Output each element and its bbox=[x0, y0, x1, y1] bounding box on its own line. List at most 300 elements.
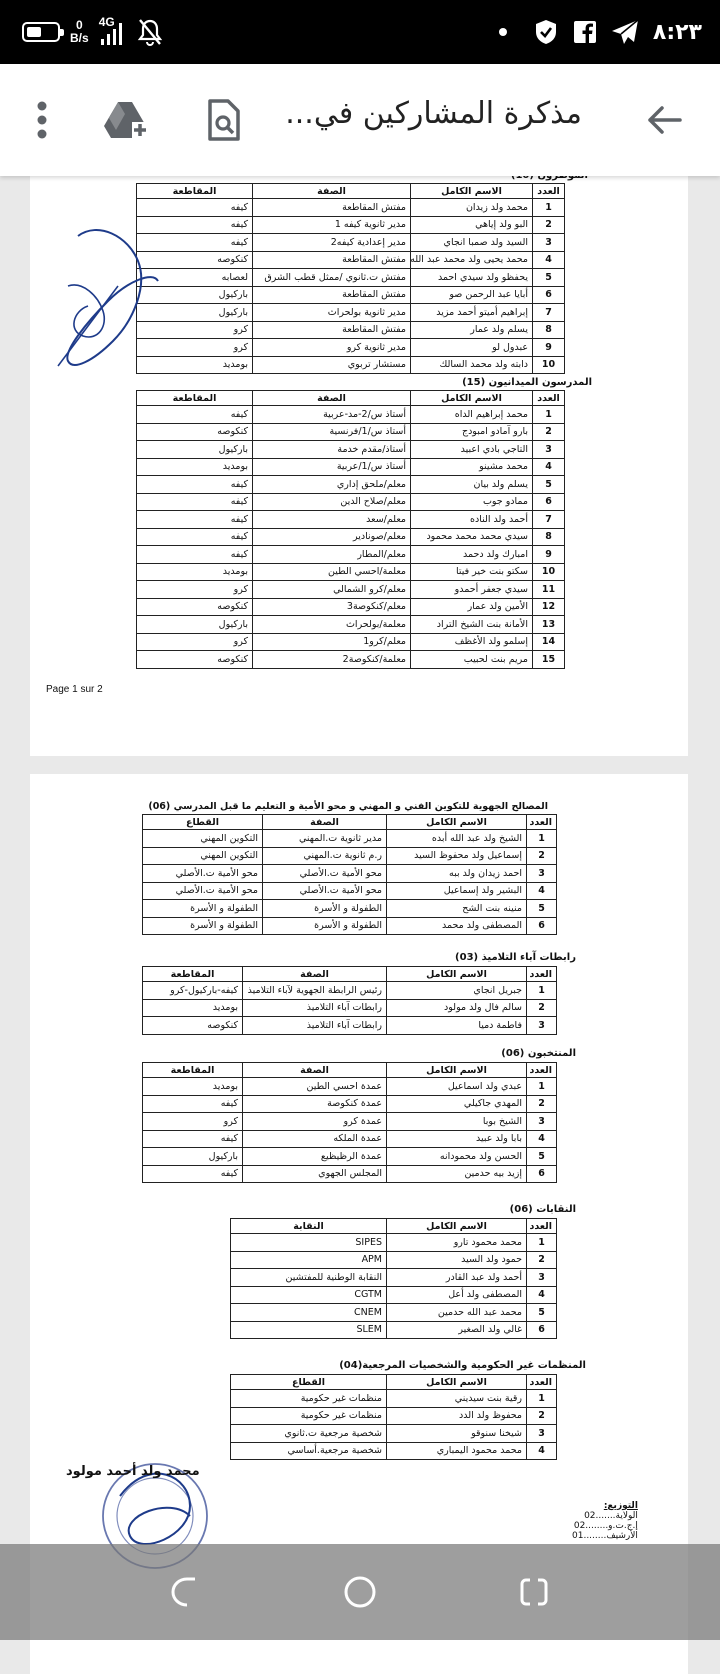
table-cell: معلم/صونادير bbox=[253, 528, 411, 546]
row-number-cell: 11 bbox=[533, 581, 565, 599]
table-cell: كيفه-باركيول-كرو bbox=[143, 982, 243, 1000]
table-cell: شيخنا سنوقو bbox=[387, 1425, 527, 1443]
table-cell: كيفه bbox=[143, 1130, 243, 1148]
table-row bbox=[137, 546, 565, 564]
table-cell: SLEM bbox=[231, 1321, 387, 1339]
header-cell: النقابة bbox=[231, 1219, 387, 1234]
table-cell: المهدي جاكيلي bbox=[387, 1095, 527, 1113]
table-cell: كرو bbox=[137, 339, 253, 357]
section-title-ngos: المنظمات غير الحكومية والشخصيات المرجعية(04) bbox=[339, 1360, 586, 1371]
table-row bbox=[231, 1321, 557, 1339]
table-row bbox=[143, 1078, 557, 1096]
table-cell: مدير ثانوية بولحراث bbox=[253, 304, 411, 322]
table-cell: الحسن ولد محمودانه bbox=[387, 1148, 527, 1166]
row-number-cell: 13 bbox=[533, 616, 565, 634]
table-cell: رابطات آباء التلاميذ bbox=[243, 1017, 387, 1035]
section-title-unions: النقابات (06) bbox=[509, 1204, 576, 1215]
table-cell: منظمات غير حكومية bbox=[231, 1390, 387, 1408]
table-cell: سيدي محمد محمد محمود bbox=[411, 528, 533, 546]
row-number-cell: 12 bbox=[533, 598, 565, 616]
table-cell: CNEM bbox=[231, 1304, 387, 1322]
status-bar bbox=[0, 0, 720, 64]
row-number-cell: 5 bbox=[527, 900, 557, 918]
header-cell: العدد bbox=[527, 1375, 557, 1390]
table-cell: مدير إعدادية كيفه2 bbox=[253, 234, 411, 252]
row-number-cell: 4 bbox=[527, 882, 557, 900]
header-cell: الصفة bbox=[253, 184, 411, 199]
nav-recents-icon bbox=[518, 1576, 550, 1608]
row-number-cell: 3 bbox=[533, 441, 565, 459]
row-number-cell: 4 bbox=[527, 1286, 557, 1304]
table-cell: الشيخ بوبا bbox=[387, 1113, 527, 1131]
table-cell: التكوين المهني bbox=[143, 847, 263, 865]
network-speed-unit: B/s bbox=[70, 31, 89, 45]
row-number-cell: 1 bbox=[533, 406, 565, 424]
table-cell: ر.م ثانوية ت.المهني bbox=[263, 847, 387, 865]
table-cell: الطفولة و الأسرة bbox=[143, 917, 263, 935]
table-header bbox=[231, 1375, 557, 1390]
table-cell: محمد محمود اليمباري bbox=[387, 1442, 527, 1460]
table-cell: الأمين ولد عمار bbox=[411, 598, 533, 616]
table-cell: حمود ولد السيد bbox=[387, 1251, 527, 1269]
table-cell: إسماعيل ولد محفوظ السيد bbox=[387, 847, 527, 865]
row-number-cell: 2 bbox=[527, 1407, 557, 1425]
table-cell: احمد زيدان ولد ببه bbox=[387, 865, 527, 883]
distribution-line: الولاية.......02 bbox=[584, 1511, 638, 1521]
row-number-cell: 10 bbox=[533, 563, 565, 581]
table-cell: كيفه bbox=[143, 1095, 243, 1113]
table-cell: بومديد bbox=[143, 1078, 243, 1096]
row-number-cell: 2 bbox=[533, 216, 565, 234]
table-row bbox=[137, 616, 565, 634]
table-row bbox=[137, 216, 565, 234]
table-row bbox=[231, 1251, 557, 1269]
table-cell: عمدة كنكوصة bbox=[243, 1095, 387, 1113]
table-cell: يحفظو ولد سيدي احمد bbox=[411, 269, 533, 287]
table-cell: محمد إبراهيم الداه bbox=[411, 406, 533, 424]
table-row bbox=[231, 1390, 557, 1408]
table-cell: كيفه bbox=[143, 1165, 243, 1183]
table-row bbox=[231, 1234, 557, 1252]
table-cell: معلمة/احسي الطين bbox=[253, 563, 411, 581]
table-header bbox=[143, 1063, 557, 1078]
table-cell: رقية بنت سيديني bbox=[387, 1390, 527, 1408]
table-cell: محمد عبد الله حدمين bbox=[387, 1304, 527, 1322]
header-cell: العدد bbox=[527, 1063, 557, 1078]
table-cell: الطفولة و الأسرة bbox=[263, 917, 387, 935]
table-cell: سالم فال ولد مولود bbox=[387, 999, 527, 1017]
table-row bbox=[231, 1407, 557, 1425]
table-cell: كيفه bbox=[137, 476, 253, 494]
nav-back-button[interactable] bbox=[160, 1568, 208, 1616]
header-cell: الاسم الكامل bbox=[387, 815, 527, 830]
table-cell: سكتو بنت خير فيتا bbox=[411, 563, 533, 581]
table-cell: معلمة/كنكوصة2 bbox=[253, 651, 411, 669]
table-row bbox=[143, 1148, 557, 1166]
table-row bbox=[143, 882, 557, 900]
table-cell: كرو bbox=[137, 633, 253, 651]
table-cell: بابا ولد عبيد bbox=[387, 1130, 527, 1148]
table-cell: معلم/المطار bbox=[253, 546, 411, 564]
table-cell: الطفولة و الأسرة bbox=[263, 900, 387, 918]
find-in-document-button[interactable] bbox=[196, 92, 252, 148]
table-row bbox=[137, 234, 565, 252]
table-cell: سيدي جعفر أحمدو bbox=[411, 581, 533, 599]
table-cell: كنكوصه bbox=[143, 1017, 243, 1035]
table-row bbox=[137, 304, 565, 322]
table-cell: المجلس الجهوي bbox=[243, 1165, 387, 1183]
back-button[interactable] bbox=[636, 92, 692, 148]
table-cell: فاطمة دميا bbox=[387, 1017, 527, 1035]
table-row bbox=[137, 651, 565, 669]
header-cell: العدد bbox=[533, 391, 565, 406]
table-row bbox=[143, 847, 557, 865]
table-cell: كيفه bbox=[137, 546, 253, 564]
table-cell: بومديد bbox=[137, 458, 253, 476]
table-cell: كرو bbox=[137, 321, 253, 339]
table-cell: عبدي ولد اسماعيل bbox=[387, 1078, 527, 1096]
header-cell: العدد bbox=[527, 967, 557, 982]
header-cell: العدد bbox=[527, 1219, 557, 1234]
table-body bbox=[137, 199, 565, 374]
row-number-cell: 2 bbox=[527, 1095, 557, 1113]
row-number-cell: 1 bbox=[527, 1234, 557, 1252]
header-cell: الاسم الكامل bbox=[411, 184, 533, 199]
table-cell: منظمات غير حكومية bbox=[231, 1407, 387, 1425]
row-number-cell: 5 bbox=[527, 1304, 557, 1322]
table-cell: كيفه bbox=[137, 493, 253, 511]
header-cell: الاسم الكامل bbox=[387, 1063, 527, 1078]
table-body bbox=[143, 982, 557, 1035]
row-number-cell: 4 bbox=[533, 251, 565, 269]
row-number-cell: 8 bbox=[533, 528, 565, 546]
notification-dot bbox=[499, 28, 507, 36]
table-cell: محفوظ ولد الدد bbox=[387, 1407, 527, 1425]
table-row bbox=[137, 406, 565, 424]
table-cell: محو الأمية ت.الأصلي bbox=[263, 882, 387, 900]
table-cell: مدير ثانوية كرو bbox=[253, 339, 411, 357]
table-cell: أستاذ س/2-مد-عربية bbox=[253, 406, 411, 424]
table-cell: رئيس الرابطة الجهوية لآباء التلاميذ bbox=[243, 982, 387, 1000]
table-row bbox=[143, 1095, 557, 1113]
table-body bbox=[143, 1078, 557, 1183]
table-cell: التاجي بادي اعبيد bbox=[411, 441, 533, 459]
header-cell: المقاطعة bbox=[143, 967, 243, 982]
row-number-cell: 1 bbox=[527, 1390, 557, 1408]
table-unions bbox=[230, 1218, 557, 1339]
row-number-cell: 4 bbox=[527, 1130, 557, 1148]
table-cell: كيفه bbox=[137, 199, 253, 217]
more-options-button[interactable] bbox=[14, 92, 70, 148]
signal-icon bbox=[99, 17, 127, 47]
table-field-teachers bbox=[136, 390, 565, 669]
row-number-cell: 4 bbox=[533, 458, 565, 476]
table-row bbox=[231, 1442, 557, 1460]
header-cell: العدد bbox=[533, 184, 565, 199]
network-speed-value: 0 bbox=[76, 18, 83, 32]
nav-home-button[interactable] bbox=[336, 1568, 384, 1616]
table-row bbox=[143, 999, 557, 1017]
table-row bbox=[137, 356, 565, 374]
table-row bbox=[231, 1304, 557, 1322]
table-body bbox=[137, 406, 565, 669]
row-number-cell: 14 bbox=[533, 633, 565, 651]
row-number-cell: 2 bbox=[527, 1251, 557, 1269]
more-vert-icon bbox=[36, 100, 48, 140]
row-number-cell: 7 bbox=[533, 304, 565, 322]
table-cell: الأمانة بنت الشيخ التراد bbox=[411, 616, 533, 634]
table-row bbox=[137, 633, 565, 651]
table-cell: لعصابه bbox=[137, 269, 253, 287]
row-number-cell: 15 bbox=[533, 651, 565, 669]
table-cell: SIPES bbox=[231, 1234, 387, 1252]
table-cell: يسلم ولد بيان bbox=[411, 476, 533, 494]
table-cell: كيفه bbox=[137, 528, 253, 546]
row-number-cell: 3 bbox=[527, 1425, 557, 1443]
table-cell: محو الأمية ت.الأصلي bbox=[263, 865, 387, 883]
row-number-cell: 6 bbox=[533, 493, 565, 511]
document-search-icon bbox=[206, 98, 242, 142]
table-cell: عمدة الملكه bbox=[243, 1130, 387, 1148]
section-title-regional-services: المصالح الجهوية للتكوين الفني و المهني و محو الأمية و التعليم ما قبل المدرسي (06) bbox=[148, 801, 548, 812]
table-cell: شخصية مرجعية.أساسي bbox=[231, 1442, 387, 1460]
shield-check-icon bbox=[533, 18, 559, 46]
row-number-cell: 1 bbox=[527, 1078, 557, 1096]
table-cell: المصطفى ولد محمد bbox=[387, 917, 527, 935]
table-parents-associations bbox=[142, 966, 557, 1035]
table-cell: بومديد bbox=[137, 356, 253, 374]
row-number-cell: 3 bbox=[527, 865, 557, 883]
table-row bbox=[231, 1286, 557, 1304]
table-cell: غالي ولد الصغير bbox=[387, 1321, 527, 1339]
table-cell: كنكوصه bbox=[137, 423, 253, 441]
table-row bbox=[137, 528, 565, 546]
table-cell: مفتش ت.ثانوي /ممثل قطب الشرق bbox=[253, 269, 411, 287]
table-cell: باركيول bbox=[137, 616, 253, 634]
network-speed bbox=[70, 19, 89, 45]
section-title-elected-officials: المنتخبون (06) bbox=[501, 1048, 576, 1059]
section-title-field-teachers: المدرسون الميدانيون (15) bbox=[462, 377, 592, 388]
table-cell: عمدة الرظيظيع bbox=[243, 1148, 387, 1166]
row-number-cell: 4 bbox=[527, 1442, 557, 1460]
table-cell: معلم/صلاح الدين bbox=[253, 493, 411, 511]
nav-back-icon bbox=[169, 1575, 199, 1609]
row-number-cell: 7 bbox=[533, 511, 565, 529]
header-cell: المقاطعة bbox=[137, 391, 253, 406]
table-row bbox=[143, 982, 557, 1000]
table-cell: عمدة كرو bbox=[243, 1113, 387, 1131]
table-row bbox=[143, 865, 557, 883]
row-number-cell: 6 bbox=[527, 917, 557, 935]
table-cell: البو ولد إياهي bbox=[411, 216, 533, 234]
table-cell: محمد مشينو bbox=[411, 458, 533, 476]
document-page-1 bbox=[30, 176, 688, 756]
table-row bbox=[137, 286, 565, 304]
table-body bbox=[143, 830, 557, 935]
table-header bbox=[231, 1219, 557, 1234]
table-row bbox=[143, 1165, 557, 1183]
table-ngos bbox=[230, 1374, 557, 1460]
table-cell: عمدة احسي الطين bbox=[243, 1078, 387, 1096]
table-row bbox=[137, 423, 565, 441]
table-cell: الطفولة و الأسرة bbox=[143, 900, 263, 918]
table-cell: كيفه bbox=[137, 511, 253, 529]
table-cell: APM bbox=[231, 1251, 387, 1269]
table-cell: السيد ولد صمبا انجاي bbox=[411, 234, 533, 252]
clock: ٨:٢٣ bbox=[652, 19, 702, 45]
row-number-cell: 3 bbox=[527, 1113, 557, 1131]
table-cell: محمد محمود تارو bbox=[387, 1234, 527, 1252]
table-body bbox=[231, 1234, 557, 1339]
system-navigation-bar bbox=[0, 1544, 720, 1640]
table-regional-services bbox=[142, 814, 557, 935]
table-cell: محو الأمية ت.الأصلي bbox=[143, 865, 263, 883]
table-cell: باركيول bbox=[137, 304, 253, 322]
nav-recents-button[interactable] bbox=[510, 1568, 558, 1616]
table-cell: كنكوصه bbox=[137, 598, 253, 616]
table-cell: مفتش المقاطعة bbox=[253, 251, 411, 269]
table-cell: منينه بنت الشح bbox=[387, 900, 527, 918]
row-number-cell: 8 bbox=[533, 321, 565, 339]
table-row bbox=[137, 251, 565, 269]
table-row bbox=[137, 269, 565, 287]
table-row bbox=[137, 339, 565, 357]
table-cell: معلم/كنكوصة3 bbox=[253, 598, 411, 616]
table-row bbox=[137, 493, 565, 511]
table-row bbox=[137, 563, 565, 581]
table-cell: جبريل انجاي bbox=[387, 982, 527, 1000]
table-cell: كرو bbox=[137, 581, 253, 599]
header-cell: الصفة bbox=[253, 391, 411, 406]
table-row bbox=[137, 476, 565, 494]
table-row bbox=[143, 900, 557, 918]
table-cell: مدير ثانوية كيفه 1 bbox=[253, 216, 411, 234]
signatory-name: محمد ولد أحمد مولود bbox=[66, 1464, 200, 1479]
table-cell: مفتش المقاطعة bbox=[253, 199, 411, 217]
table-cell: معلم/سعد bbox=[253, 511, 411, 529]
row-number-cell: 3 bbox=[527, 1017, 557, 1035]
table-cell: محو الأمية ت.الأصلي bbox=[143, 882, 263, 900]
table-cell: أستاذ س/1/فرنسية bbox=[253, 423, 411, 441]
table-cell: محمد ولد زيدان bbox=[411, 199, 533, 217]
table-cell: بومديد bbox=[137, 563, 253, 581]
table-cell: بارو آمادو امبودج bbox=[411, 423, 533, 441]
table-cell: باركيول bbox=[143, 1148, 243, 1166]
add-to-drive-button[interactable] bbox=[98, 92, 154, 148]
table-cell: كنكوصه bbox=[137, 651, 253, 669]
table-cell: البشير ولد إسماعيل bbox=[387, 882, 527, 900]
table-cell: معلم/كرو الشمالي bbox=[253, 581, 411, 599]
row-number-cell: 6 bbox=[533, 286, 565, 304]
header-cell: الاسم الكامل bbox=[411, 391, 533, 406]
table-cell: التكوين المهني bbox=[143, 830, 263, 848]
table-row bbox=[231, 1425, 557, 1443]
table-cell: إسلمو ولد الأغظف bbox=[411, 633, 533, 651]
table-cell: أحمد ولد عبد القادر bbox=[387, 1269, 527, 1287]
header-cell: العدد bbox=[527, 815, 557, 830]
table-cell: النقابة الوطنية للمفتشين bbox=[231, 1269, 387, 1287]
header-cell: القطاع bbox=[143, 815, 263, 830]
pdf-viewer[interactable] bbox=[0, 176, 720, 1640]
header-cell: القطاع bbox=[231, 1375, 387, 1390]
add-to-drive-icon bbox=[102, 100, 150, 140]
table-header bbox=[143, 815, 557, 830]
row-number-cell: 1 bbox=[533, 199, 565, 217]
table-cell: أحمد ولد الناده bbox=[411, 511, 533, 529]
table-row bbox=[137, 458, 565, 476]
table-cell: بومديد bbox=[143, 999, 243, 1017]
row-number-cell: 2 bbox=[527, 847, 557, 865]
header-cell: الاسم الكامل bbox=[387, 1219, 527, 1234]
header-cell: الاسم الكامل bbox=[387, 1375, 527, 1390]
table-row bbox=[137, 441, 565, 459]
table-cell: شخصية مرجعية ت.ثانوي bbox=[231, 1425, 387, 1443]
table-header bbox=[143, 967, 557, 982]
table-cell: رابطات آباء التلاميذ bbox=[243, 999, 387, 1017]
table-cell: باركيول bbox=[137, 286, 253, 304]
table-cell: إبراهيم أميتو أحمد مزيد bbox=[411, 304, 533, 322]
table-cell: CGTM bbox=[231, 1286, 387, 1304]
table-cell: إزيد بيه حدمين bbox=[387, 1165, 527, 1183]
table-row bbox=[143, 1113, 557, 1131]
table-cell: معلم/كرو1 bbox=[253, 633, 411, 651]
distribution-line: إ.ج.ت.و........02 bbox=[573, 1521, 638, 1531]
row-number-cell: 5 bbox=[533, 269, 565, 287]
table-cell: باركيول bbox=[137, 441, 253, 459]
table-row bbox=[137, 321, 565, 339]
table-cell: مفتش المقاطعة bbox=[253, 286, 411, 304]
table-cell: مفتش المقاطعة bbox=[253, 321, 411, 339]
handwritten-signature bbox=[48, 216, 168, 376]
table-cell: معلم/ملحق إداري bbox=[253, 476, 411, 494]
table-header bbox=[137, 184, 565, 199]
table-header bbox=[137, 391, 565, 406]
table-cell: كيفه bbox=[137, 406, 253, 424]
table-row bbox=[137, 511, 565, 529]
row-number-cell: 5 bbox=[527, 1148, 557, 1166]
facebook-icon bbox=[573, 20, 597, 44]
table-row bbox=[143, 830, 557, 848]
table-row bbox=[143, 917, 557, 935]
table-elected-officials bbox=[142, 1062, 557, 1183]
table-cell: كيفه bbox=[137, 216, 253, 234]
battery-icon bbox=[22, 22, 60, 42]
table-cell: عبدول لو bbox=[411, 339, 533, 357]
table-cell: دابته ولد محمد السالك bbox=[411, 356, 533, 374]
header-cell: الصفة bbox=[243, 1063, 387, 1078]
distribution-note bbox=[572, 1501, 638, 1541]
table-cell: محمد يحيى ولد محمد عبد الله bbox=[411, 251, 533, 269]
table-body bbox=[231, 1390, 557, 1460]
table-cell: كيفه bbox=[137, 234, 253, 252]
table-cell: ممادو جوب bbox=[411, 493, 533, 511]
nav-home-icon bbox=[343, 1575, 377, 1609]
row-number-cell: 10 bbox=[533, 356, 565, 374]
row-number-cell: 3 bbox=[533, 234, 565, 252]
notifications-off-icon bbox=[137, 18, 163, 46]
table-cell: كنكوصه bbox=[137, 251, 253, 269]
table-row bbox=[143, 1130, 557, 1148]
arrow-back-icon bbox=[646, 105, 682, 135]
row-number-cell: 2 bbox=[527, 999, 557, 1017]
row-number-cell: 6 bbox=[527, 1165, 557, 1183]
table-row bbox=[231, 1269, 557, 1287]
section-title-parents-associations: رابطات آباء التلاميذ (03) bbox=[455, 952, 576, 963]
row-number-cell: 1 bbox=[527, 830, 557, 848]
row-number-cell: 3 bbox=[527, 1269, 557, 1287]
distribution-line: الأرشيف........01 bbox=[572, 1531, 638, 1541]
table-row bbox=[137, 199, 565, 217]
